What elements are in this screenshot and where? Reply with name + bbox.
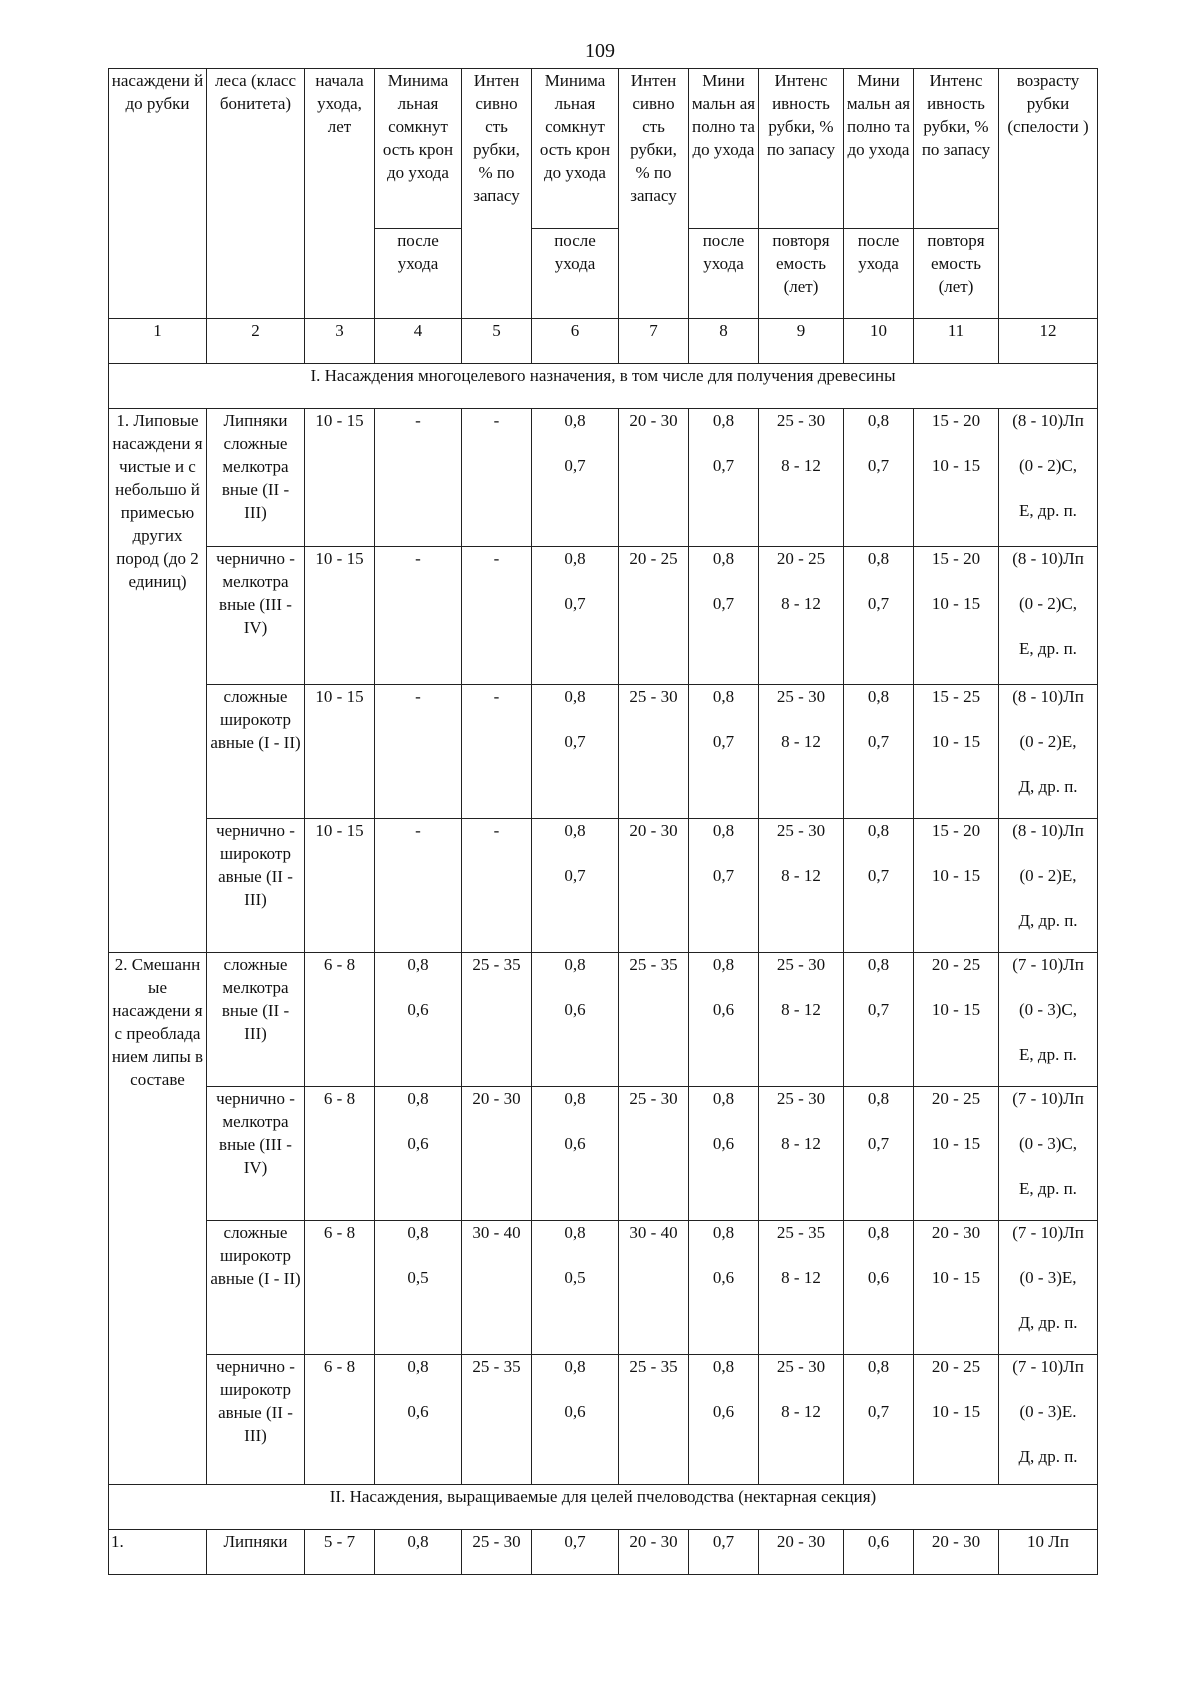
column-number: 11 [914, 319, 999, 364]
header-cell-12: возрасту рубки (спелости ) [999, 69, 1098, 319]
cut-intensity-1: 25 - 35 [462, 1355, 532, 1485]
cut-intensity-3: 25 - 30 8 - 12 [759, 685, 844, 819]
stocking-1: 0,8 0,6 [689, 1221, 759, 1355]
forest-type: Липняки [207, 1530, 305, 1575]
cut-intensity-4: 20 - 30 [914, 1530, 999, 1575]
page-number: 109 [585, 40, 615, 62]
cut-intensity-2: 25 - 30 [619, 1087, 689, 1221]
cut-intensity-4: 15 - 25 10 - 15 [914, 685, 999, 819]
composition: (7 - 10)Лп (0 - 3)Е. Д, др. п. [999, 1355, 1098, 1485]
cut-intensity-4: 15 - 20 10 - 15 [914, 409, 999, 547]
header-sub-8: после ухода [689, 229, 759, 319]
stocking-1: 0,8 0,7 [689, 547, 759, 685]
crown-closure-2: 0,8 0,7 [532, 685, 619, 819]
cut-intensity-3: 25 - 30 8 - 12 [759, 953, 844, 1087]
cut-intensity-4: 20 - 25 10 - 15 [914, 1355, 999, 1485]
cut-intensity-2: 30 - 40 [619, 1221, 689, 1355]
crown-closure-1: 0,8 0,5 [375, 1221, 462, 1355]
header-sub-11: повторя емость (лет) [914, 229, 999, 319]
stocking-1: 0,8 0,7 [689, 819, 759, 953]
crown-closure-2: 0,7 [532, 1530, 619, 1575]
header-cell-8: Мини мальн ая полно та до ухода [689, 69, 759, 229]
cut-intensity-3: 25 - 35 8 - 12 [759, 1221, 844, 1355]
crown-closure-2: 0,8 0,5 [532, 1221, 619, 1355]
stocking-2: 0,6 [844, 1530, 914, 1575]
cut-intensity-1: - [462, 547, 532, 685]
crown-closure-1: 0,8 0,6 [375, 1355, 462, 1485]
forest-type: чернично - широкотр авные (II - III) [207, 1355, 305, 1485]
forest-type: чернично - мелкотра вные (III - IV) [207, 1087, 305, 1221]
crown-closure-1: - [375, 685, 462, 819]
cut-intensity-1: 25 - 30 [462, 1530, 532, 1575]
cut-intensity-3: 25 - 30 8 - 12 [759, 1087, 844, 1221]
column-number: 12 [999, 319, 1098, 364]
cut-intensity-2: 25 - 30 [619, 685, 689, 819]
column-number: 3 [305, 319, 375, 364]
column-number: 7 [619, 319, 689, 364]
forest-type: сложные мелкотра вные (II - III) [207, 953, 305, 1087]
care-start: 5 - 7 [305, 1530, 375, 1575]
column-number: 9 [759, 319, 844, 364]
column-number: 1 [109, 319, 207, 364]
composition: (7 - 10)Лп (0 - 3)С, Е, др. п. [999, 953, 1098, 1087]
stocking-1: 0,8 0,6 [689, 1355, 759, 1485]
composition: 10 Лп [999, 1530, 1098, 1575]
cut-intensity-1: - [462, 409, 532, 547]
crown-closure-2: 0,8 0,7 [532, 409, 619, 547]
header-cell-1: насаждени й до рубки [109, 69, 207, 319]
cut-intensity-3: 25 - 30 8 - 12 [759, 409, 844, 547]
care-start: 10 - 15 [305, 685, 375, 819]
composition: (7 - 10)Лп (0 - 3)С, Е, др. п. [999, 1087, 1098, 1221]
cut-intensity-3: 20 - 25 8 - 12 [759, 547, 844, 685]
crown-closure-2: 0,8 0,7 [532, 819, 619, 953]
cut-intensity-1: - [462, 685, 532, 819]
header-cell-7: Интен сивно сть рубки, % по запасу [619, 69, 689, 319]
cut-intensity-4: 15 - 20 10 - 15 [914, 819, 999, 953]
forest-type: чернично - широкотр авные (II - III) [207, 819, 305, 953]
crown-closure-2: 0,8 0,7 [532, 547, 619, 685]
header-sub-6: после ухода [532, 229, 619, 319]
stocking-2: 0,8 0,7 [844, 409, 914, 547]
stocking-1: 0,8 0,7 [689, 685, 759, 819]
composition: (8 - 10)Лп (0 - 2)Е, Д, др. п. [999, 685, 1098, 819]
header-sub-4: после ухода [375, 229, 462, 319]
group-name: 2. Смешанн ые насаждени я с преоблада нием липы в составе [109, 953, 207, 1485]
care-start: 6 - 8 [305, 953, 375, 1087]
composition: (8 - 10)Лп (0 - 2)С, Е, др. п. [999, 409, 1098, 547]
column-number: 2 [207, 319, 305, 364]
stocking-2: 0,8 0,6 [844, 1221, 914, 1355]
header-cell-5: Интен сивно сть рубки, % по запасу [462, 69, 532, 319]
cut-intensity-3: 20 - 30 [759, 1530, 844, 1575]
cut-intensity-3: 25 - 30 8 - 12 [759, 819, 844, 953]
column-number: 6 [532, 319, 619, 364]
cut-intensity-2: 20 - 30 [619, 1530, 689, 1575]
group-name: 1. [109, 1530, 207, 1575]
cut-intensity-1: - [462, 819, 532, 953]
crown-closure-1: - [375, 819, 462, 953]
cut-intensity-4: 20 - 30 10 - 15 [914, 1221, 999, 1355]
care-start: 10 - 15 [305, 547, 375, 685]
header-cell-9: Интенс ивность рубки, % по запасу [759, 69, 844, 229]
forest-type: сложные широкотр авные (I - II) [207, 1221, 305, 1355]
care-start: 10 - 15 [305, 409, 375, 547]
column-number: 5 [462, 319, 532, 364]
stocking-1: 0,8 0,6 [689, 953, 759, 1087]
header-cell-4: Минима льная сомкнут ость крон до ухода [375, 69, 462, 229]
stocking-2: 0,8 0,7 [844, 819, 914, 953]
crown-closure-1: 0,8 [375, 1530, 462, 1575]
cut-intensity-2: 25 - 35 [619, 1355, 689, 1485]
care-start: 6 - 8 [305, 1221, 375, 1355]
silviculture-table [108, 68, 1098, 1575]
column-number: 4 [375, 319, 462, 364]
forest-type: чернично - мелкотра вные (III - IV) [207, 547, 305, 685]
stocking-2: 0,8 0,7 [844, 1087, 914, 1221]
composition: (8 - 10)Лп (0 - 2)Е, Д, др. п. [999, 819, 1098, 953]
cut-intensity-1: 25 - 35 [462, 953, 532, 1087]
care-start: 6 - 8 [305, 1087, 375, 1221]
crown-closure-2: 0,8 0,6 [532, 1087, 619, 1221]
group-name: 1. Липовые насаждени я чистые и с небольшо й примесью других пород (до 2 единиц) [109, 409, 207, 953]
cut-intensity-2: 20 - 30 [619, 409, 689, 547]
crown-closure-2: 0,8 0,6 [532, 953, 619, 1087]
cut-intensity-4: 15 - 20 10 - 15 [914, 547, 999, 685]
care-start: 6 - 8 [305, 1355, 375, 1485]
header-cell-2: леса (класс бонитета) [207, 69, 305, 319]
stocking-1: 0,8 0,6 [689, 1087, 759, 1221]
crown-closure-2: 0,8 0,6 [532, 1355, 619, 1485]
stocking-2: 0,8 0,7 [844, 953, 914, 1087]
forest-type: сложные широкотр авные (I - II) [207, 685, 305, 819]
stocking-2: 0,8 0,7 [844, 685, 914, 819]
forest-type: Липняки сложные мелкотра вные (II - III) [207, 409, 305, 547]
header-cell-10: Мини мальн ая полно та до ухода [844, 69, 914, 229]
header-sub-9: повторя емость (лет) [759, 229, 844, 319]
cut-intensity-1: 20 - 30 [462, 1087, 532, 1221]
crown-closure-1: 0,8 0,6 [375, 1087, 462, 1221]
composition: (8 - 10)Лп (0 - 2)С, Е, др. п. [999, 547, 1098, 685]
cut-intensity-4: 20 - 25 10 - 15 [914, 1087, 999, 1221]
column-number: 10 [844, 319, 914, 364]
section-title: I. Насаждения многоцелевого назначения, в том числе для получения древесины [109, 364, 1098, 409]
cut-intensity-4: 20 - 25 10 - 15 [914, 953, 999, 1087]
stocking-1: 0,8 0,7 [689, 409, 759, 547]
crown-closure-1: - [375, 547, 462, 685]
stocking-1: 0,7 [689, 1530, 759, 1575]
section-title: II. Насаждения, выращиваемые для целей пчеловодства (нектарная секция) [109, 1485, 1098, 1530]
header-cell-3: начала ухода, лет [305, 69, 375, 319]
stocking-2: 0,8 0,7 [844, 1355, 914, 1485]
column-number: 8 [689, 319, 759, 364]
header-cell-11: Интенс ивность рубки, % по запасу [914, 69, 999, 229]
header-cell-6: Минима льная сомкнут ость крон до ухода [532, 69, 619, 229]
cut-intensity-2: 25 - 35 [619, 953, 689, 1087]
cut-intensity-1: 30 - 40 [462, 1221, 532, 1355]
header-sub-10: после ухода [844, 229, 914, 319]
crown-closure-1: 0,8 0,6 [375, 953, 462, 1087]
care-start: 10 - 15 [305, 819, 375, 953]
crown-closure-1: - [375, 409, 462, 547]
cut-intensity-3: 25 - 30 8 - 12 [759, 1355, 844, 1485]
cut-intensity-2: 20 - 30 [619, 819, 689, 953]
composition: (7 - 10)Лп (0 - 3)Е, Д, др. п. [999, 1221, 1098, 1355]
stocking-2: 0,8 0,7 [844, 547, 914, 685]
cut-intensity-2: 20 - 25 [619, 547, 689, 685]
